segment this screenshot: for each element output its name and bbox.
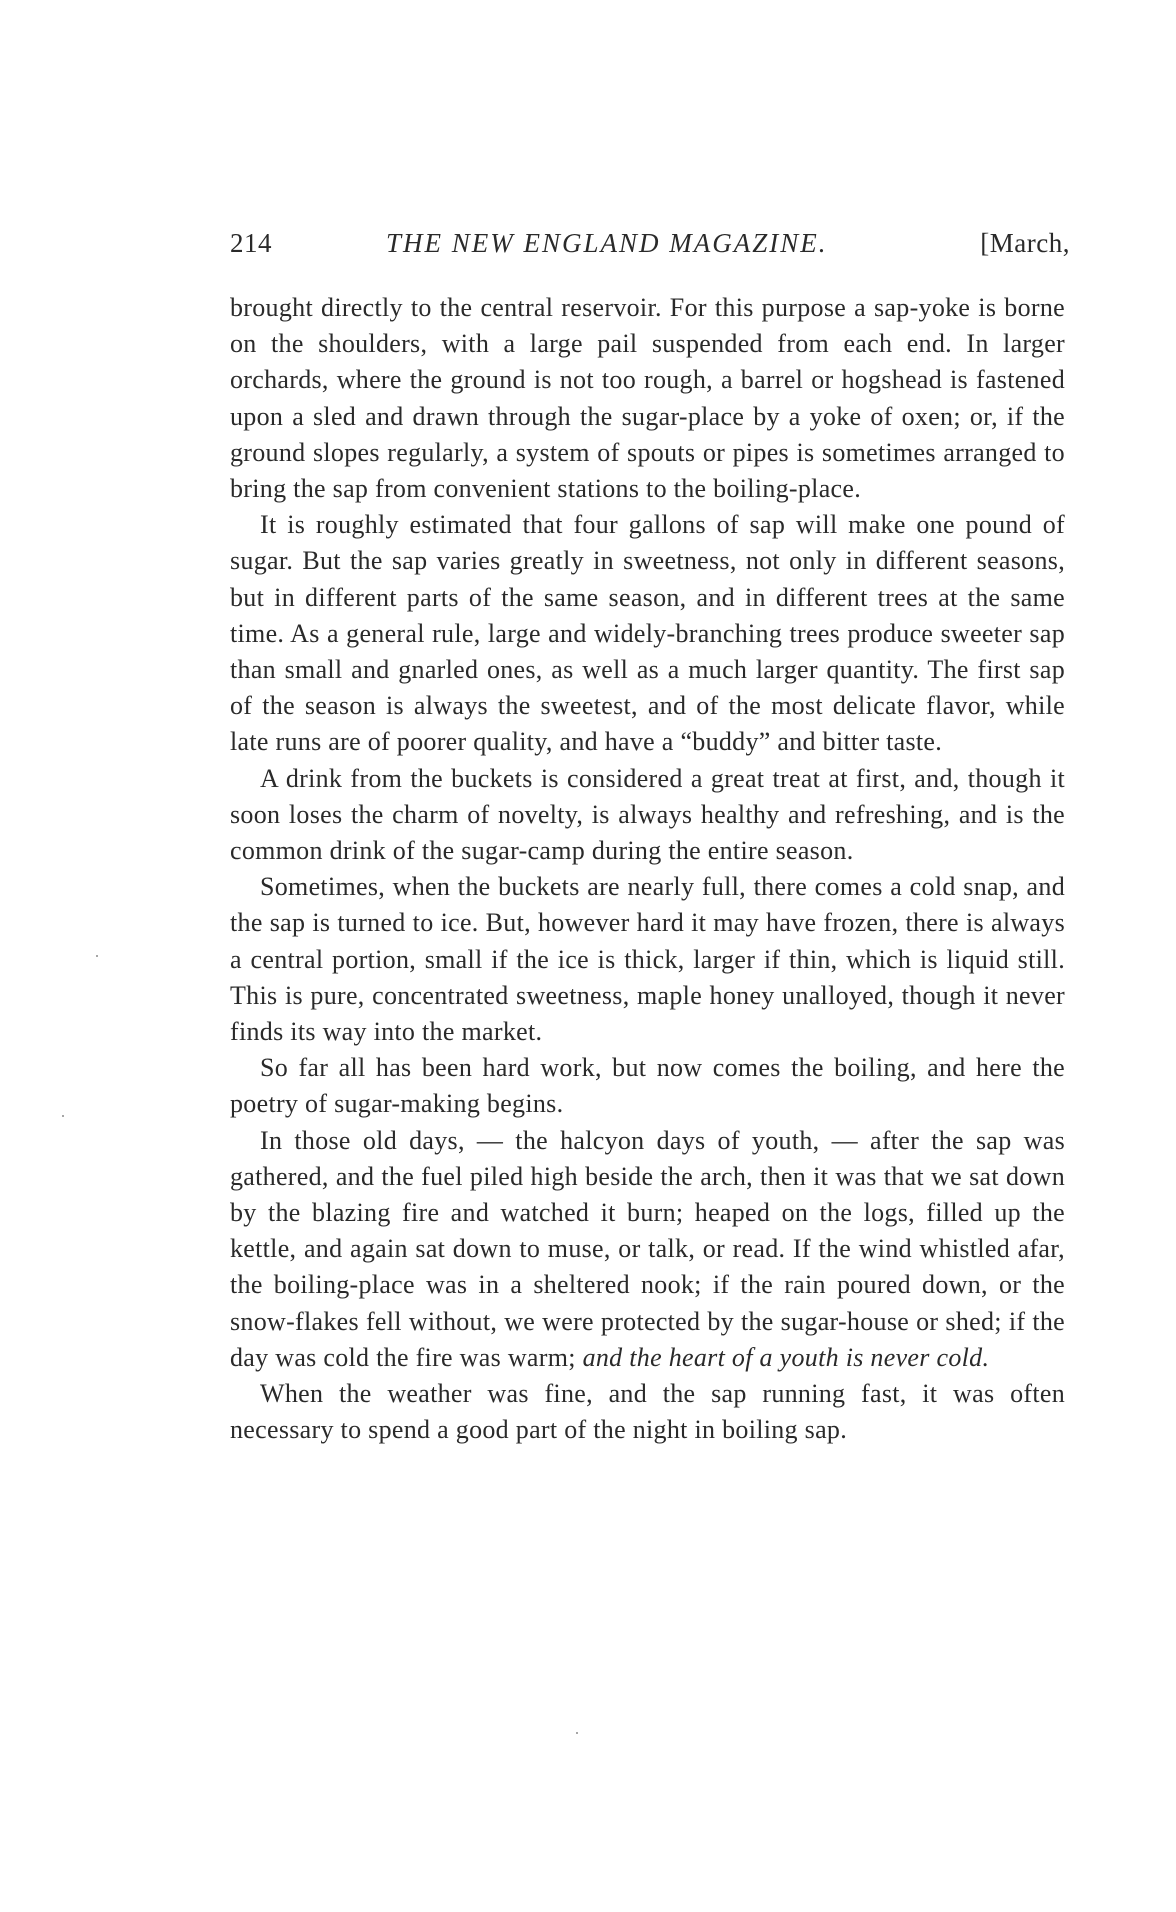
print-speck: [62, 1115, 64, 1117]
paragraph-halcyon-days: [230, 1123, 1065, 1376]
paragraph-boiling: So far all has been hard work, but now comes the boiling, and here the poetry of sugar-making begins.: [230, 1053, 1065, 1119]
paragraph-cold-snap: Sometimes, when the buckets are nearly full, there comes a cold snap, and the sap is turned to ice. But, however hard it may have frozen, there is always a central portion, small if the ice is thick, larger if thin, which is liquid still. This is pure, concentrated sweetness, maple honey unalloyed, though it never finds its way into the market.: [230, 872, 1065, 1047]
paragraph-sap-sweetness: It is roughly estimated that four gallons of sap will make one pound of sugar. But the sap varies greatly in sweetness, not only in different seasons, but in different parts of the same season, and in different trees at the same time. As a general rule, large and widely-branching trees produce sweeter sap than small and gnarled ones, as well as a much larger quantity. The first sap of the season is always the sweetest, and of the most delicate flavor, while late runs are of poorer quality, and have a “buddy” and bitter taste.: [230, 510, 1065, 757]
body-text: [230, 290, 1065, 1449]
paragraph-sap-yoke: brought directly to the central reservoir. For this purpose a sap-yoke is borne on the shoulders, with a large pail suspended from each end. In larger orchards, where the ground is not too rough, a barrel or hogshead is fastened upon a sled and drawn through the sugar-place by a yoke of oxen; or, if the ground slopes regularly, a system of spouts or pipes is sometimes arranged to bring the sap from convenient stations to the boiling-place.: [230, 293, 1065, 504]
running-head: [230, 228, 1070, 268]
paragraph-drink: A drink from the buckets is considered a great treat at first, and, though it soon loses the charm of novelty, is always healthy and refreshing, and is the common drink of the sugar-camp during the entire season.: [230, 763, 1065, 866]
halcyon-emphasis: and the heart of a youth is never cold.: [582, 1342, 990, 1372]
halcyon-text: In those old days, — the halcyon days of youth, — after the sap was gathered, and the fuel piled high beside the arch, then it was that we sat down by the blazing fire and watched it burn; heaped on the logs, filled up the kettle, and again sat down to muse, or talk, or read. If the wind whistled afar, the boiling-place was in a sheltered nook; if the rain poured down, or the snow-flakes fell without, we were protected by the sugar-house or shed; if the day was cold the fire was warm;: [230, 1125, 1065, 1372]
print-speck: [96, 955, 98, 957]
print-speck: [576, 1732, 578, 1734]
page-number: 214: [230, 228, 272, 258]
journal-title: THE NEW ENGLAND MAGAZINE.: [386, 228, 828, 258]
paragraph-night-boiling: When the weather was fine, and the sap running fast, it was often necessary to spend a good part of the night in boiling sap.: [230, 1379, 1065, 1445]
issue-month: [March,: [980, 228, 1070, 258]
